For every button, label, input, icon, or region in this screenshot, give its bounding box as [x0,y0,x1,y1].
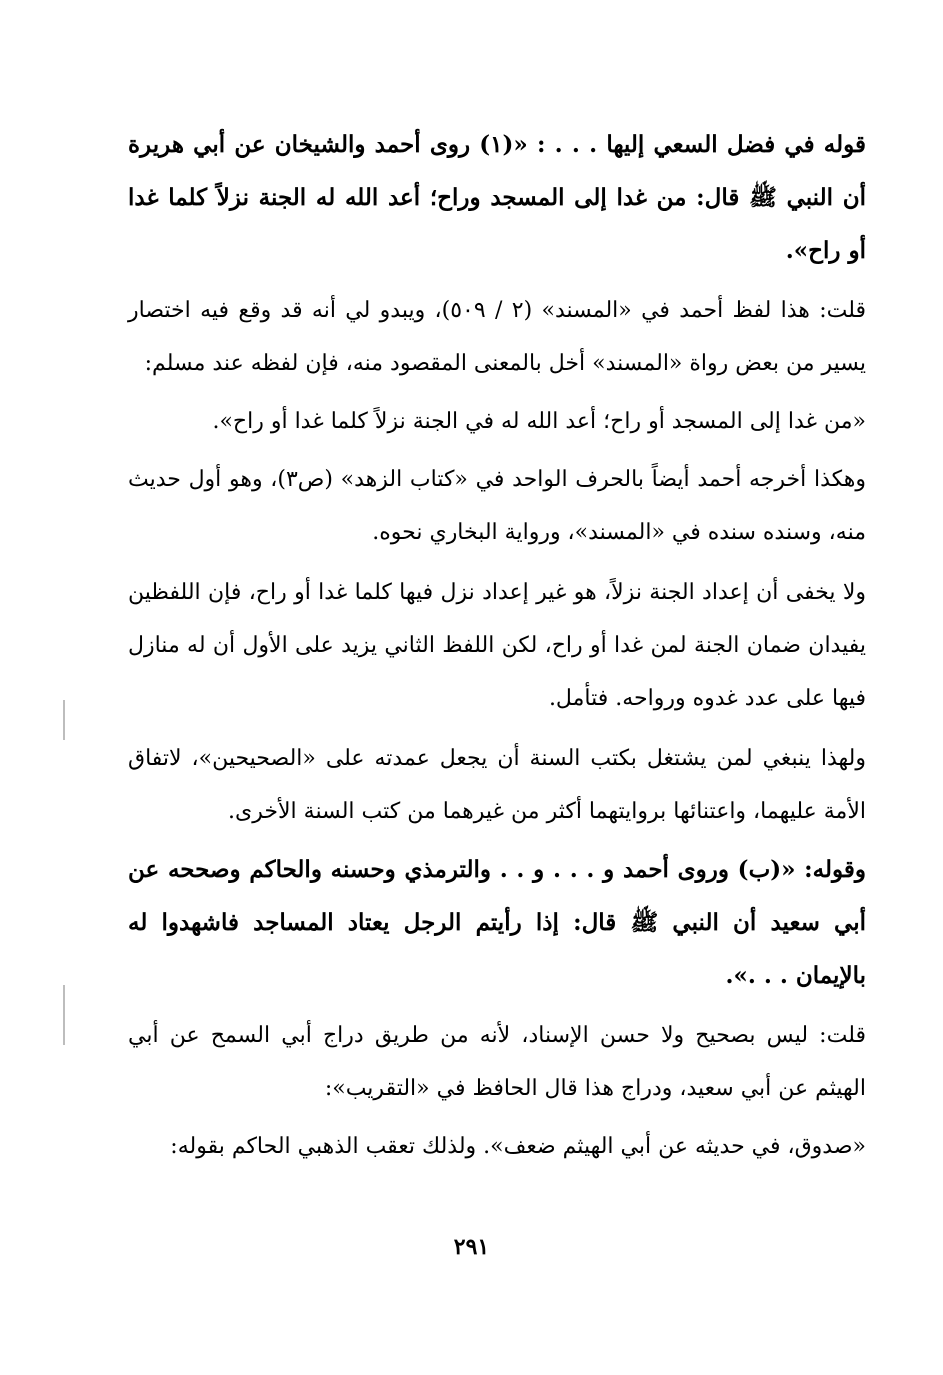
page-number: ٢٩١ [453,1234,490,1260]
paragraph-6: ولهذا ينبغي لمن يشتغل بكتب السنة أن يجعل عمدته على «الصحيحين»، لاتفاق الأمة عليهما، واعتنائها بروايتهما أكثر من غيرهما من كتب السنة الأخرى. [128,746,866,824]
paragraph-2: قلت: هذا لفظ أحمد في «المسند» (٢ / ٥٠٩)، ويبدو لي أنه قد وقع فيه اختصار يسير من بعض رواة «المسند» أخل بالمعنى المقصود منه، فإن لفظه عند مسلم: [128,298,867,376]
paragraph-5: ولا يخفى أن إعداد الجنة نزلاً، هو غير إعداد نزل فيها كلما غدا أو راح، فإن اللفظين يفيدان ضمان الجنة لمن غدا أو راح، لكن اللفظ الثاني يزيد على الأول أن له منازل فيها على عدد غدوه ورواحه. فتأمل. [128,580,866,711]
paragraph-8: قلت: ليس بصحيح ولا حسن الإسناد، لأنه من طريق دراج أبي السمح عن أبي الهيثم عن أبي سعيد، ودراج هذا قال الحافظ في «التقريب»: [128,1023,867,1101]
scan-margin-mark [63,985,65,1045]
paragraph-4: وهكذا أخرجه أحمد أيضاً بالحرف الواحد في «كتاب الزهد» (ص٣)، وهو أول حديث منه، وسنده سنده في «المسند»، ورواية البخاري نحوه. [128,467,866,545]
scan-margin-mark [63,700,65,740]
paragraph-7: وقوله: «(ب) وروى أحمد و . . . و . . والترمذي وحسنه والحاكم وصححه عن أبي سعيد أن النبي ﷺ قال: إذا رأيتم الرجل يعتاد المساجد فاشهدوا له بالإيمان . . .». [128,856,866,989]
paragraph-1: قوله في فضل السعي إليها . . . : «(١) روى أحمد والشيخان عن أبي هريرة أن النبي ﷺ قال: من غدا إلى المسجد وراح؛ أعد الله له الجنة نزلاً كلما غدا أو راح». [128,131,866,264]
paragraph-3-quote: «من غدا إلى المسجد أو راح؛ أعد الله له في الجنة نزلاً كلما غدا أو راح». [212,409,866,434]
paragraph-9: «صدوق، في حديثه عن أبي الهيثم ضعف». ولذلك تعقب الذهبي الحاكم بقوله: [170,1134,866,1159]
page-body [128,118,866,1258]
